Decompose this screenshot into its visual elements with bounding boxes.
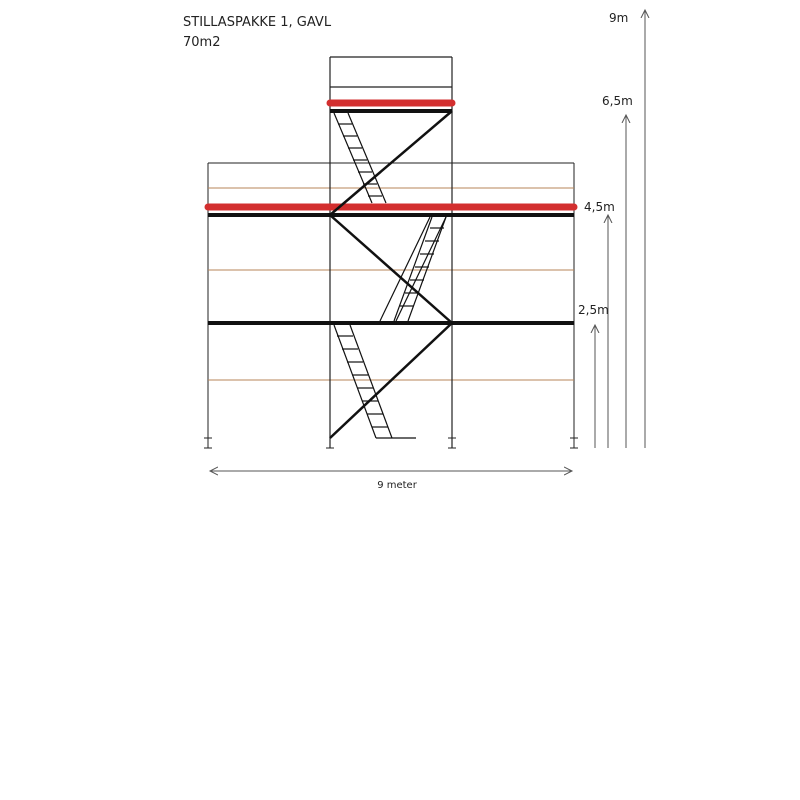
tower-braces bbox=[330, 111, 452, 438]
height-dimensions bbox=[595, 10, 645, 448]
label-6-5m: 6,5m bbox=[602, 94, 633, 108]
highlight-decks bbox=[208, 103, 574, 207]
stair-tower bbox=[330, 57, 452, 448]
label-2-5m: 2,5m bbox=[578, 303, 609, 317]
brace bbox=[330, 215, 452, 323]
deck-levels bbox=[208, 111, 574, 323]
width-label: 9 meter bbox=[377, 480, 417, 491]
label-9m: 9m bbox=[609, 11, 629, 25]
base-feet bbox=[204, 438, 578, 448]
label-4-5m: 4,5m bbox=[584, 200, 615, 214]
diagram-title: STILLASPAKKE 1, GAVL bbox=[183, 15, 332, 30]
diagram-area: 70m2 bbox=[183, 35, 221, 50]
